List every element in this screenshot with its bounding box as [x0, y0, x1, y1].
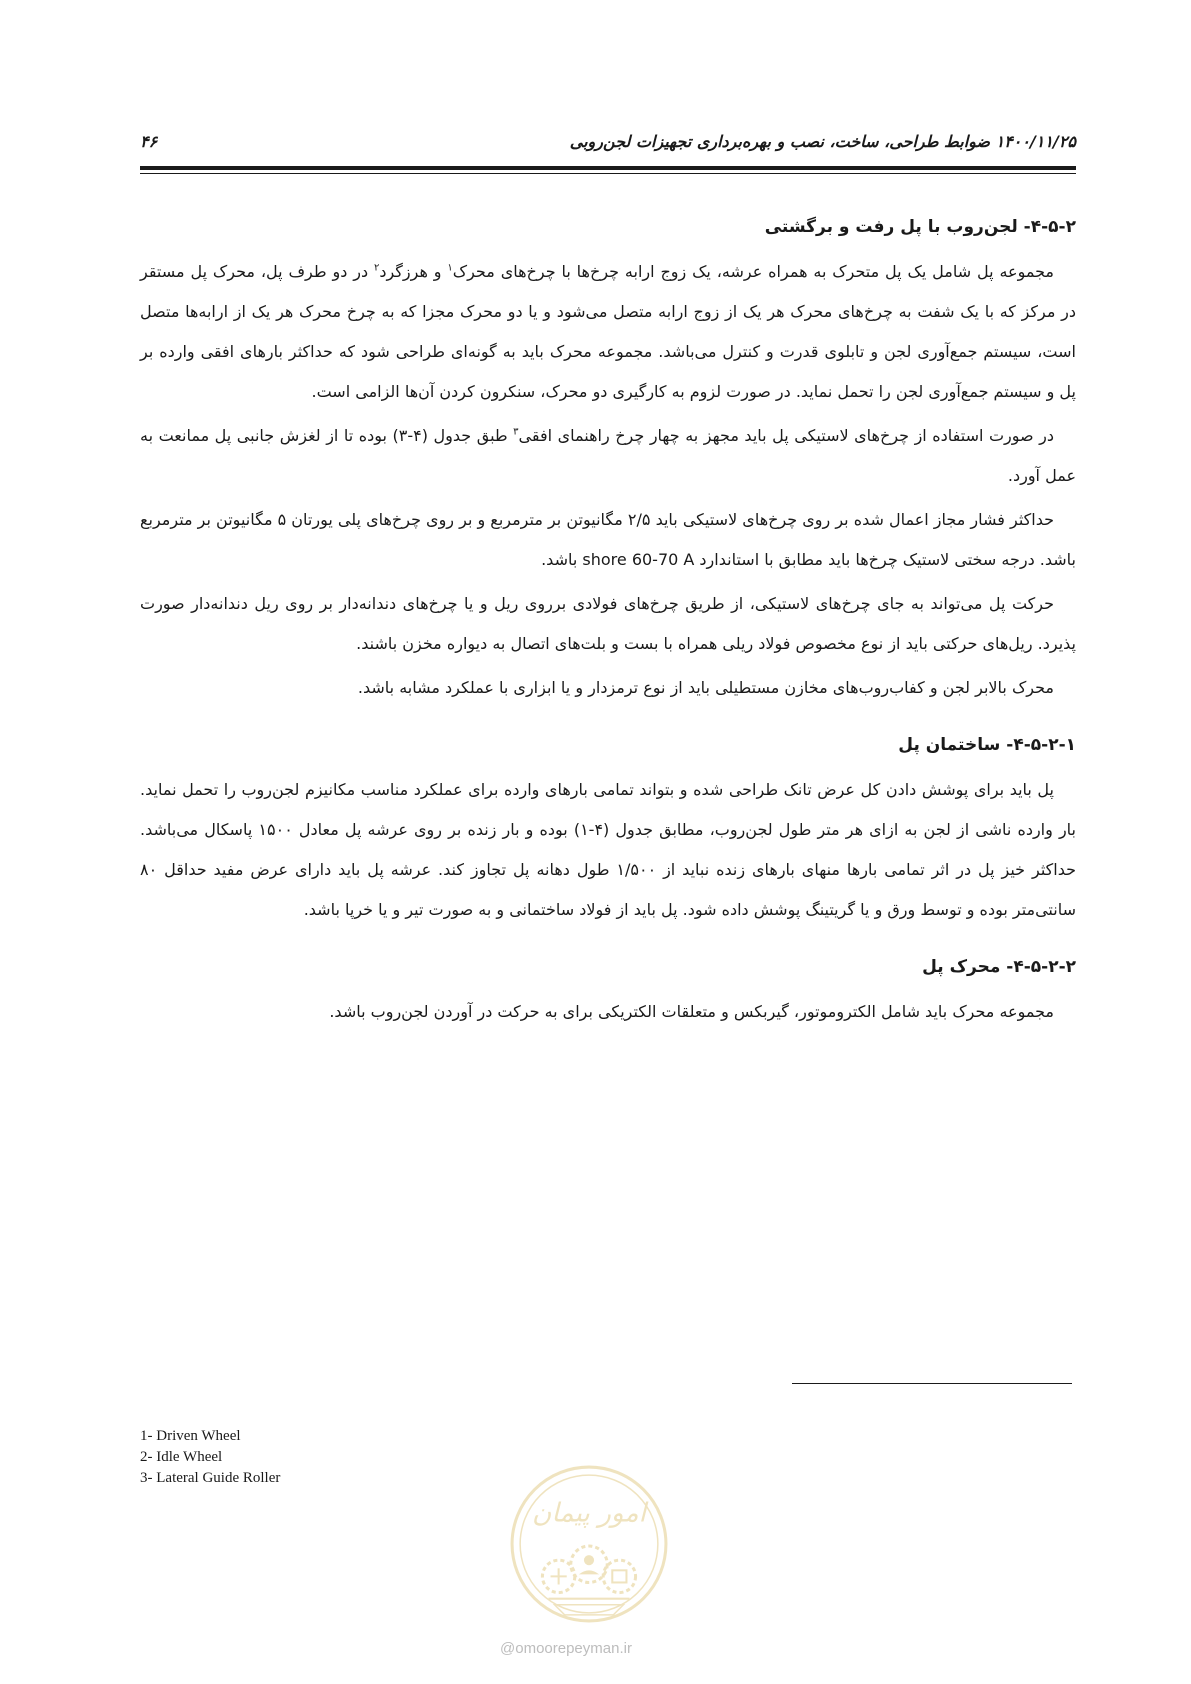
paragraph-hoist-drive: محرک بالابر لجن و کفاب‌روب‌های مخازن مستطیلی باید از نوع ترمزدار و یا ابزاری با عملکرد مشابه باشد.: [357, 678, 1054, 697]
page-number: ۴۶: [140, 132, 158, 151]
footnote-1: 1- Driven Wheel: [140, 1428, 241, 1444]
paragraph-guide-wheels: در صورت استفاده از چرخ‌های لاستیکی پل باید مجهز به چهار چرخ راهنمای افقی$^۳$ طبق جدول (۴-۳) بوده تا از لغزش جانبی پل ممانعت به عمل آورد.: [140, 426, 1076, 485]
watermark-logo-text: امور پیمان: [532, 1498, 646, 1529]
header-title: ۱۴۰۰/۱۱/۲۵ ضوابط طراحی، ساخت، نصب و بهره‌برداری تجهیزات لجن‌روبی: [569, 132, 1076, 151]
watermark-logo: [508, 1463, 670, 1625]
footnote-ref-3: ۳: [513, 426, 519, 438]
paragraph-bridge-drive: مجموعه محرک باید شامل الکتروموتور، گیربکس و متعلقات الکتریکی برای به حرکت در آوردن لجن‌روب باشد.: [329, 1002, 1054, 1021]
footnote-separator: [792, 1383, 1072, 1384]
paragraph-bridge-structure: پل باید برای پوشش دادن کل عرض تانک طراحی شده و بتواند تمامی بارهای وارده برای عملکرد مناسب مکانیزم لجن‌روب را تحمل نماید. بار وارده ناشی از لجن به ازای هر متر طول لجن‌روب، مطابق جدول (۴-۱) بوده و بار زنده بر روی عرشه پل معادل ۱۵۰۰ پاسکال می‌باشد. حداکثر خیز پل در اثر تمامی بارها منهای بارهای زنده نباید از ۱/۵۰۰ طول دهانه پل تجاوز کند. عرشه پل باید دارای عرض مفید حداقل ۸۰ سانتی‌متر بوده و توسط ورق و یا گریتینگ پوشش داده شود. پل باید از فولاد ساختمانی و به صورت تیر و یا خرپا باشد.: [140, 780, 1077, 919]
document-body: [140, 212, 1076, 1036]
footnote-3: 3- Lateral Guide Roller: [140, 1470, 281, 1486]
header-rule-thin: [140, 173, 1076, 174]
paragraph-rail-movement: حرکت پل می‌تواند به جای چرخ‌های لاستیکی، از طریق چرخ‌های فولادی برروی ریل و یا چرخ‌های دندانه‌دار بر روی ریل دندانه‌دار صورت پذیرد. ریل‌های حرکتی باید از نوع مخصوص فولاد ریلی همراه با بست و بلت‌های اتصال به دیواره مخزن باشند.: [140, 594, 1076, 653]
footnote-ref-1: ۱: [447, 262, 453, 274]
footnote-ref-2: ۲: [373, 262, 380, 274]
section-heading-bridge-drive: ۴-۵-۲-۲- محرک پل: [922, 957, 1076, 977]
footnotes: [140, 1426, 280, 1489]
paragraph-bridge-assembly: مجموعه پل شامل یک پل متحرک به همراه عرشه، یک زوج ارابه چرخ‌ها با چرخ‌های محرک$^۱$ و هرزگرد$^۲$ در دو طرف پل، محرک پل مستقر در مرکز که با یک شفت به چرخ‌های محرک هر یک از زوج ارابه متصل می‌شود و یا دو محرک مجزا که به چرخ محرک هر یک از ارابه‌ها متصل است، سیستم جمع‌آوری لجن و تابلوی قدرت و کنترل می‌باشد. مجموعه محرک باید به گونه‌ای طراحی شود که حداکثر بارهای افقی وارده بر پل و سیستم جمع‌آوری لجن را تحمل نماید. در صورت لزوم به کارگیری دو محرک، سنکرون کردن آن‌ها الزامی است.: [140, 262, 1076, 401]
watermark-url: @omoorepeyman.ir: [500, 1640, 632, 1657]
section-heading-bridge-sludge-scraper: ۴-۵-۲- لجن‌روب با پل رفت و برگشتی: [764, 217, 1076, 237]
footnote-2: 2- Idle Wheel: [140, 1449, 223, 1465]
paragraph-wheel-pressure: حداکثر فشار مجاز اعمال شده بر روی چرخ‌های لاستیکی باید ۲/۵ مگانیوتن بر مترمربع و بر روی چرخ‌های پلی یورتان ۵ مگانیوتن بر مترمربع باشد. درجه سختی لاستیک چرخ‌ها باید مطابق با استاندارد shore 60-70 A باشد.: [140, 510, 1076, 569]
section-heading-bridge-structure: ۴-۵-۲-۱- ساختمان پل: [898, 735, 1076, 755]
header-rule-thick: [140, 166, 1076, 170]
page-header: [140, 128, 1076, 158]
